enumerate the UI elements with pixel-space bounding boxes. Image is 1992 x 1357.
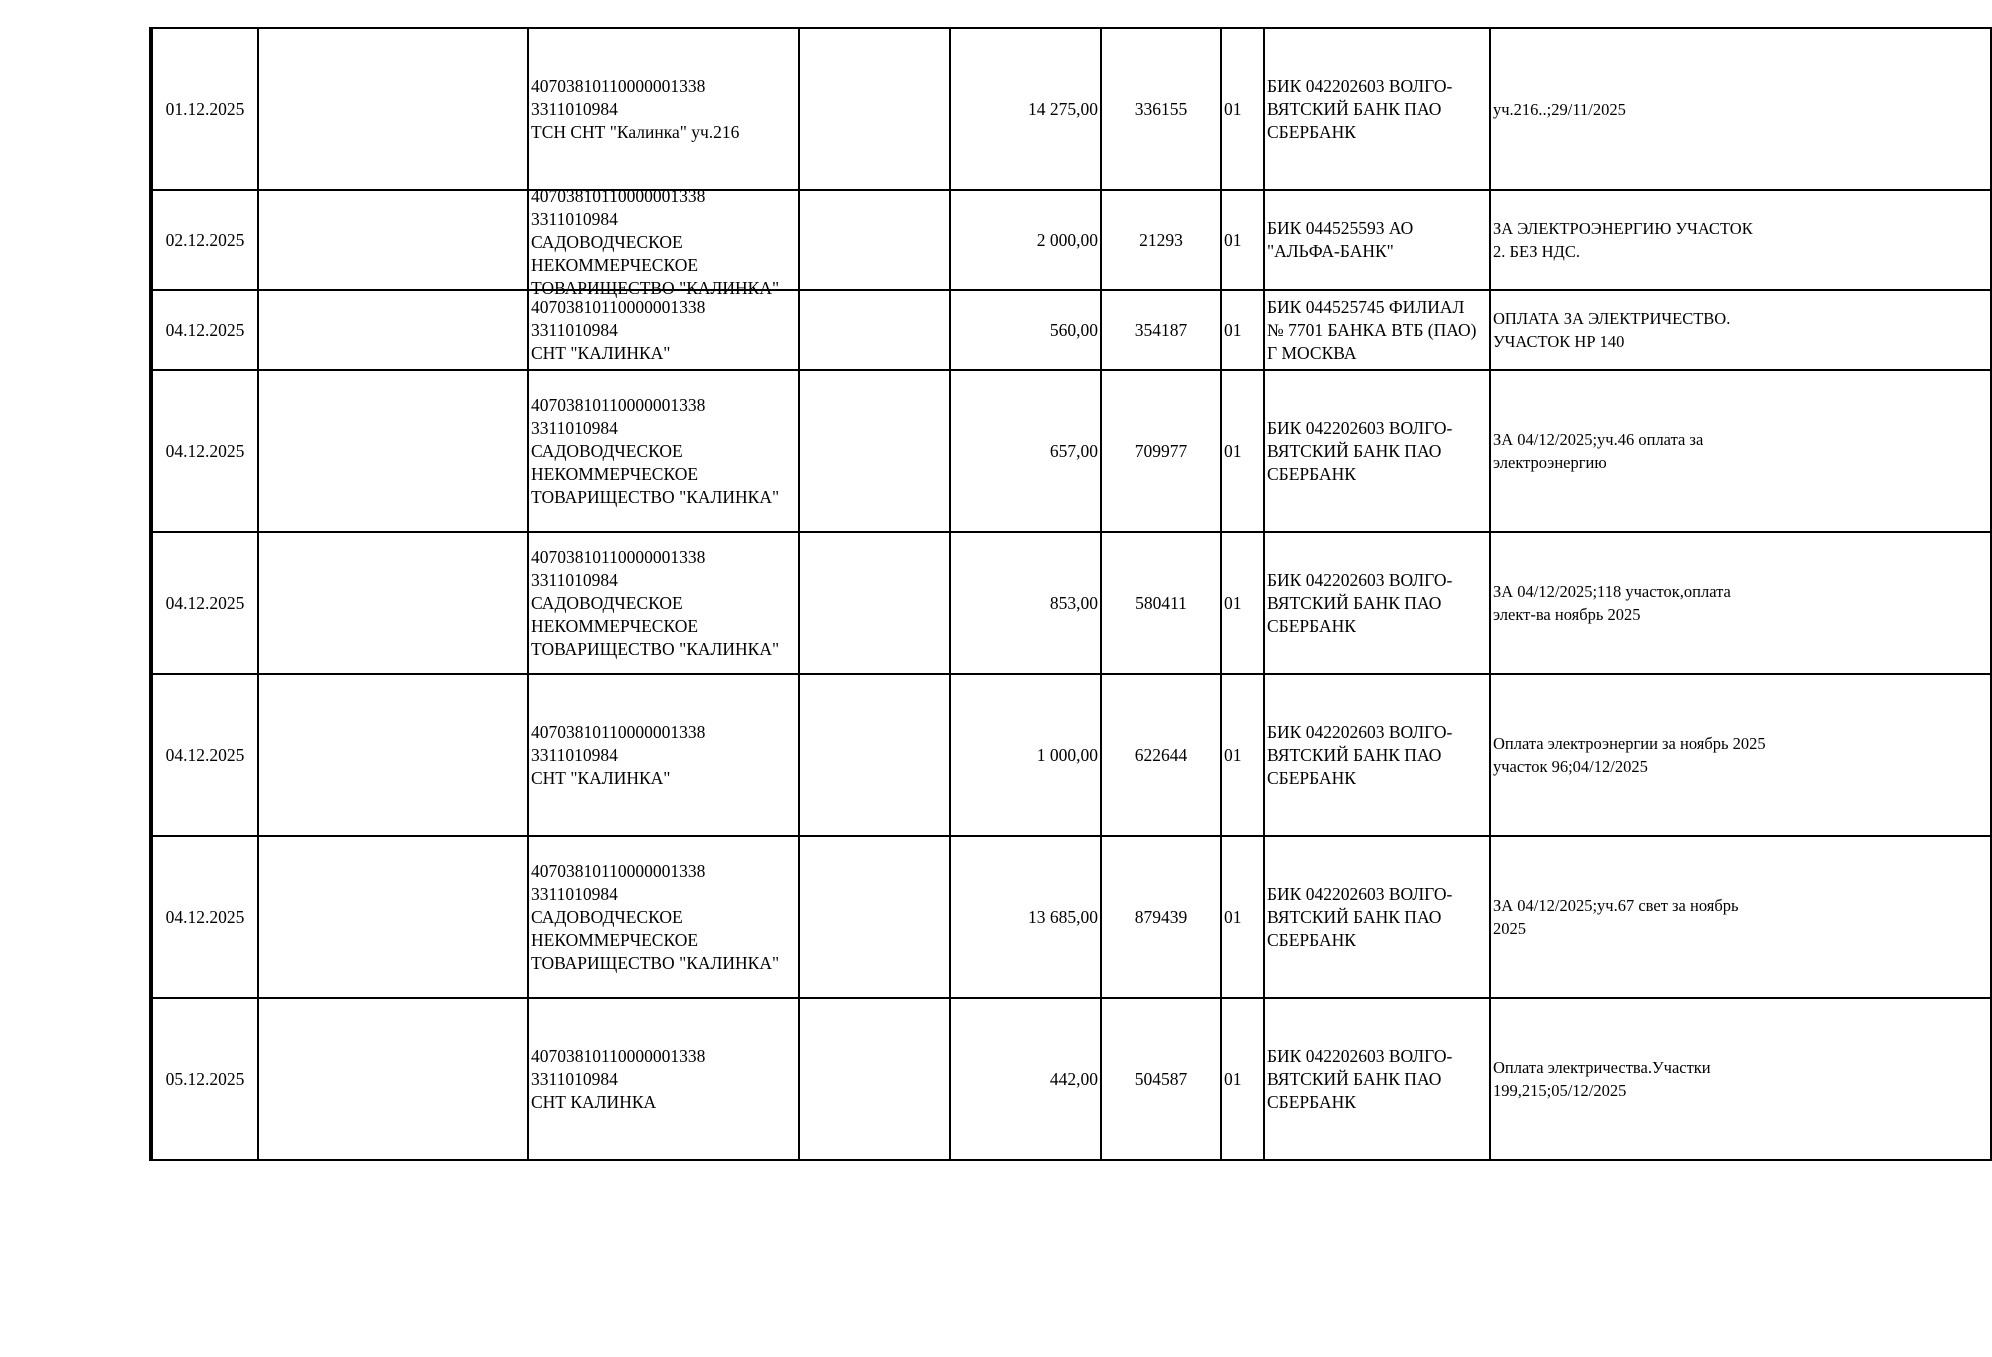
- counterparty-name-line: СНТ "КАЛИНКА": [531, 767, 671, 788]
- empty-cell: [258, 532, 528, 674]
- bank-cell: [1264, 290, 1490, 370]
- account-number: 40703810110000001338: [531, 296, 706, 317]
- amount-cell: [950, 532, 1101, 674]
- bank-line: ВЯТСКИЙ БАНК ПАО: [1267, 1068, 1442, 1089]
- document-number-text: 21293: [1139, 229, 1183, 250]
- table-row: [151, 190, 1991, 290]
- counterparty-cell: [528, 532, 799, 674]
- payment-purpose-line: Оплата электроэнергии за ноябрь 2025: [1493, 734, 1766, 753]
- bank-line: ВЯТСКИЙ БАНК ПАО: [1267, 906, 1442, 927]
- operation-code-cell: [1221, 998, 1264, 1160]
- amount-text: 657,00: [1049, 440, 1098, 461]
- bank-line: ВЯТСКИЙ БАНК ПАО: [1267, 440, 1442, 461]
- counterparty-details: [531, 185, 796, 298]
- counterparty-details: [531, 1045, 796, 1114]
- amount-text: 1 000,00: [1036, 744, 1098, 765]
- amount-cell: [950, 190, 1101, 290]
- bank-line: Г МОСКВА: [1267, 342, 1357, 363]
- amount-text: 853,00: [1049, 592, 1098, 613]
- bank-cell: [1264, 836, 1490, 998]
- payment-purpose-cell: [1490, 674, 1991, 836]
- payment-purpose-line: элект-ва ноябрь 2025: [1493, 605, 1641, 624]
- operation-code-text: 01: [1224, 744, 1242, 765]
- operation-code-cell: [1221, 190, 1264, 290]
- operation-code-cell: [1221, 370, 1264, 532]
- inn-number: 3311010984: [531, 744, 618, 765]
- counterparty-name-line: ТОВАРИЩЕСТВО "КАЛИНКА": [531, 486, 780, 507]
- bank-line: ВЯТСКИЙ БАНК ПАО: [1267, 98, 1442, 119]
- counterparty-details: [531, 394, 796, 509]
- document-number-cell: [1101, 290, 1221, 370]
- bank-line: СБЕРБАНК: [1267, 929, 1356, 950]
- date-cell: [151, 190, 258, 290]
- date-text: 02.12.2025: [165, 229, 245, 250]
- counterparty-name-line: ТОВАРИЩЕСТВО "КАЛИНКА": [531, 278, 780, 298]
- operation-code-cell: [1221, 28, 1264, 190]
- date-text: 04.12.2025: [165, 906, 245, 927]
- empty-cell: [799, 998, 950, 1160]
- counterparty-name-line: ТОВАРИЩЕСТВО "КАЛИНКА": [531, 638, 780, 659]
- inn-number: 3311010984: [531, 319, 618, 340]
- counterparty-cell: [528, 28, 799, 190]
- date-text: 04.12.2025: [165, 744, 245, 765]
- empty-cell: [799, 28, 950, 190]
- operation-code-cell: [1221, 290, 1264, 370]
- date-cell: [151, 998, 258, 1160]
- empty-cell: [258, 290, 528, 370]
- inn-number: 3311010984: [531, 98, 618, 119]
- bank-line: "АЛЬФА-БАНК": [1267, 241, 1394, 261]
- operation-code-cell: [1221, 674, 1264, 836]
- payment-purpose-cell: [1490, 370, 1991, 532]
- table-row: [151, 674, 1991, 836]
- date-text: 01.12.2025: [165, 98, 245, 119]
- payment-purpose-line: ЗА 04/12/2025;118 участок,оплата: [1493, 582, 1731, 601]
- empty-cell: [799, 190, 950, 290]
- bank-line: ВЯТСКИЙ БАНК ПАО: [1267, 592, 1442, 613]
- payment-purpose-cell: [1490, 998, 1991, 1160]
- document-number-cell: [1101, 532, 1221, 674]
- counterparty-details: [531, 860, 796, 975]
- bank-line: СБЕРБАНК: [1267, 615, 1356, 636]
- bank-cell: [1264, 370, 1490, 532]
- date-cell: [151, 674, 258, 836]
- bank-line: БИК 042202603 ВОЛГО-: [1267, 75, 1453, 96]
- counterparty-cell: [528, 998, 799, 1160]
- date-cell: [151, 836, 258, 998]
- bank-statement-table-container: [149, 27, 1776, 1161]
- counterparty-cell: [528, 370, 799, 532]
- operation-code-text: 01: [1224, 1068, 1242, 1089]
- document-number-text: 504587: [1134, 1068, 1188, 1089]
- amount-text: 2 000,00: [1036, 229, 1098, 250]
- bank-line: БИК 044525745 ФИЛИАЛ: [1267, 296, 1465, 317]
- date-cell: [151, 290, 258, 370]
- date-text: 04.12.2025: [165, 592, 245, 613]
- operation-code-text: 01: [1224, 319, 1242, 340]
- document-number-text: 709977: [1134, 440, 1188, 461]
- payment-purpose-line: ОПЛАТА ЗА ЭЛЕКТРИЧЕСТВО.: [1493, 309, 1731, 328]
- counterparty-name-line: СНТ КАЛИНКА: [531, 1091, 657, 1112]
- counterparty-cell: [528, 674, 799, 836]
- payment-purpose-line: уч.216..;29/11/2025: [1493, 99, 1626, 119]
- account-number: 40703810110000001338: [531, 75, 706, 96]
- inn-number: 3311010984: [531, 1068, 618, 1089]
- document-number-cell: [1101, 370, 1221, 532]
- counterparty-details: [531, 75, 796, 144]
- account-number: 40703810110000001338: [531, 546, 706, 567]
- payment-purpose-cell: [1490, 290, 1991, 370]
- amount-cell: [950, 290, 1101, 370]
- document-number-cell: [1101, 28, 1221, 190]
- document-number-text: 354187: [1134, 319, 1188, 340]
- counterparty-name-line: ТОВАРИЩЕСТВО "КАЛИНКА": [531, 952, 780, 973]
- date-text: 04.12.2025: [165, 440, 245, 461]
- payment-purpose-line: ЗА ЭЛЕКТРОЭНЕРГИЮ УЧАСТОК: [1493, 219, 1753, 238]
- payment-purpose-line: 2. БЕЗ НДС.: [1493, 242, 1580, 261]
- empty-cell: [799, 290, 950, 370]
- document-number-text: 879439: [1134, 906, 1188, 927]
- amount-cell: [950, 998, 1101, 1160]
- account-number: 40703810110000001338: [531, 394, 706, 415]
- bank-statement-table: [149, 27, 1992, 1161]
- amount-cell: [950, 674, 1101, 836]
- counterparty-name-line: НЕКОММЕРЧЕСКОЕ: [531, 463, 699, 484]
- table-row: [151, 532, 1991, 674]
- payment-purpose-cell: [1490, 28, 1991, 190]
- bank-line: СБЕРБАНК: [1267, 463, 1356, 484]
- payment-purpose-line: 199,215;05/12/2025: [1493, 1081, 1627, 1100]
- counterparty-name-line: СНТ "КАЛИНКА": [531, 342, 671, 363]
- payment-purpose-cell: [1490, 532, 1991, 674]
- bank-line: БИК 042202603 ВОЛГО-: [1267, 417, 1453, 438]
- counterparty-details: [531, 296, 796, 365]
- empty-cell: [258, 674, 528, 836]
- payment-purpose-line: Оплата электричества.Участки: [1493, 1058, 1711, 1077]
- payment-purpose-line: участок 96;04/12/2025: [1493, 757, 1648, 776]
- amount-cell: [950, 836, 1101, 998]
- counterparty-details: [531, 546, 796, 661]
- empty-cell: [258, 370, 528, 532]
- empty-cell: [258, 190, 528, 290]
- counterparty-name-line: САДОВОДЧЕСКОЕ: [531, 906, 683, 927]
- empty-cell: [799, 370, 950, 532]
- empty-cell: [258, 998, 528, 1160]
- operation-code-cell: [1221, 836, 1264, 998]
- bank-line: СБЕРБАНК: [1267, 767, 1356, 788]
- payment-purpose-line: 2025: [1493, 919, 1526, 938]
- document-number-cell: [1101, 998, 1221, 1160]
- bank-line: БИК 042202603 ВОЛГО-: [1267, 883, 1453, 904]
- inn-number: 3311010984: [531, 417, 618, 438]
- table-row: [151, 370, 1991, 532]
- date-text: 05.12.2025: [165, 1068, 245, 1089]
- date-cell: [151, 370, 258, 532]
- inn-number: 3311010984: [531, 883, 618, 904]
- bank-line: ВЯТСКИЙ БАНК ПАО: [1267, 744, 1442, 765]
- empty-cell: [258, 28, 528, 190]
- account-number: 40703810110000001338: [531, 721, 706, 742]
- amount-text: 442,00: [1049, 1068, 1098, 1089]
- payment-purpose-line: ЗА 04/12/2025;уч.46 оплата за: [1493, 430, 1704, 449]
- bank-cell: [1264, 28, 1490, 190]
- inn-number: 3311010984: [531, 569, 618, 590]
- bank-cell: [1264, 674, 1490, 836]
- bank-cell: [1264, 998, 1490, 1160]
- amount-text: 560,00: [1049, 319, 1098, 340]
- inn-number: 3311010984: [531, 209, 618, 229]
- account-number: 40703810110000001338: [531, 1045, 706, 1066]
- counterparty-name-line: САДОВОДЧЕСКОЕ: [531, 440, 683, 461]
- amount-text: 13 685,00: [1028, 906, 1098, 927]
- empty-cell: [799, 674, 950, 836]
- operation-code-text: 01: [1224, 229, 1242, 250]
- bank-cell: [1264, 532, 1490, 674]
- account-number: 40703810110000001338: [531, 186, 706, 206]
- operation-code-text: 01: [1224, 592, 1242, 613]
- bank-line: БИК 044525593 АО: [1267, 218, 1414, 238]
- bank-line: БИК 042202603 ВОЛГО-: [1267, 1045, 1453, 1066]
- payment-purpose-cell: [1490, 190, 1991, 290]
- document-number-cell: [1101, 190, 1221, 290]
- account-number: 40703810110000001338: [531, 860, 706, 881]
- counterparty-name-line: НЕКОММЕРЧЕСКОЕ: [531, 929, 699, 950]
- counterparty-cell: [528, 290, 799, 370]
- bank-line: СБЕРБАНК: [1267, 1091, 1356, 1112]
- counterparty-name-line: ТСН СНТ "Калинка" уч.216: [531, 121, 740, 142]
- bank-line: № 7701 БАНКА ВТБ (ПАО): [1267, 319, 1477, 340]
- amount-text: 14 275,00: [1028, 98, 1098, 119]
- counterparty-details: [531, 721, 796, 790]
- payment-purpose-line: УЧАСТОК НР 140: [1493, 332, 1625, 351]
- counterparty-name-line: САДОВОДЧЕСКОЕ: [531, 232, 683, 252]
- date-cell: [151, 532, 258, 674]
- table-row: [151, 28, 1991, 190]
- document-number-text: 622644: [1134, 744, 1188, 765]
- amount-cell: [950, 370, 1101, 532]
- bank-line: БИК 042202603 ВОЛГО-: [1267, 569, 1453, 590]
- payment-purpose-line: электроэнергию: [1493, 453, 1607, 472]
- document-number-cell: [1101, 674, 1221, 836]
- empty-cell: [799, 532, 950, 674]
- date-cell: [151, 28, 258, 190]
- payment-purpose-cell: [1490, 836, 1991, 998]
- operation-code-cell: [1221, 532, 1264, 674]
- counterparty-name-line: НЕКОММЕРЧЕСКОЕ: [531, 615, 699, 636]
- empty-cell: [799, 836, 950, 998]
- counterparty-name-line: САДОВОДЧЕСКОЕ: [531, 592, 683, 613]
- document-number-cell: [1101, 836, 1221, 998]
- amount-cell: [950, 28, 1101, 190]
- counterparty-name-line: НЕКОММЕРЧЕСКОЕ: [531, 255, 699, 275]
- operation-code-text: 01: [1224, 906, 1242, 927]
- bank-line: СБЕРБАНК: [1267, 121, 1356, 142]
- date-text: 04.12.2025: [165, 319, 245, 340]
- counterparty-cell: [528, 836, 799, 998]
- bank-line: БИК 042202603 ВОЛГО-: [1267, 721, 1453, 742]
- table-row: [151, 290, 1991, 370]
- table-row: [151, 998, 1991, 1160]
- operation-code-text: 01: [1224, 98, 1242, 119]
- table-row: [151, 836, 1991, 998]
- bank-cell: [1264, 190, 1490, 290]
- payment-purpose-line: ЗА 04/12/2025;уч.67 свет за ноябрь: [1493, 896, 1739, 915]
- document-number-text: 336155: [1134, 98, 1188, 119]
- operation-code-text: 01: [1224, 440, 1242, 461]
- empty-cell: [258, 836, 528, 998]
- document-number-text: 580411: [1135, 592, 1187, 613]
- counterparty-cell: [528, 186, 799, 298]
